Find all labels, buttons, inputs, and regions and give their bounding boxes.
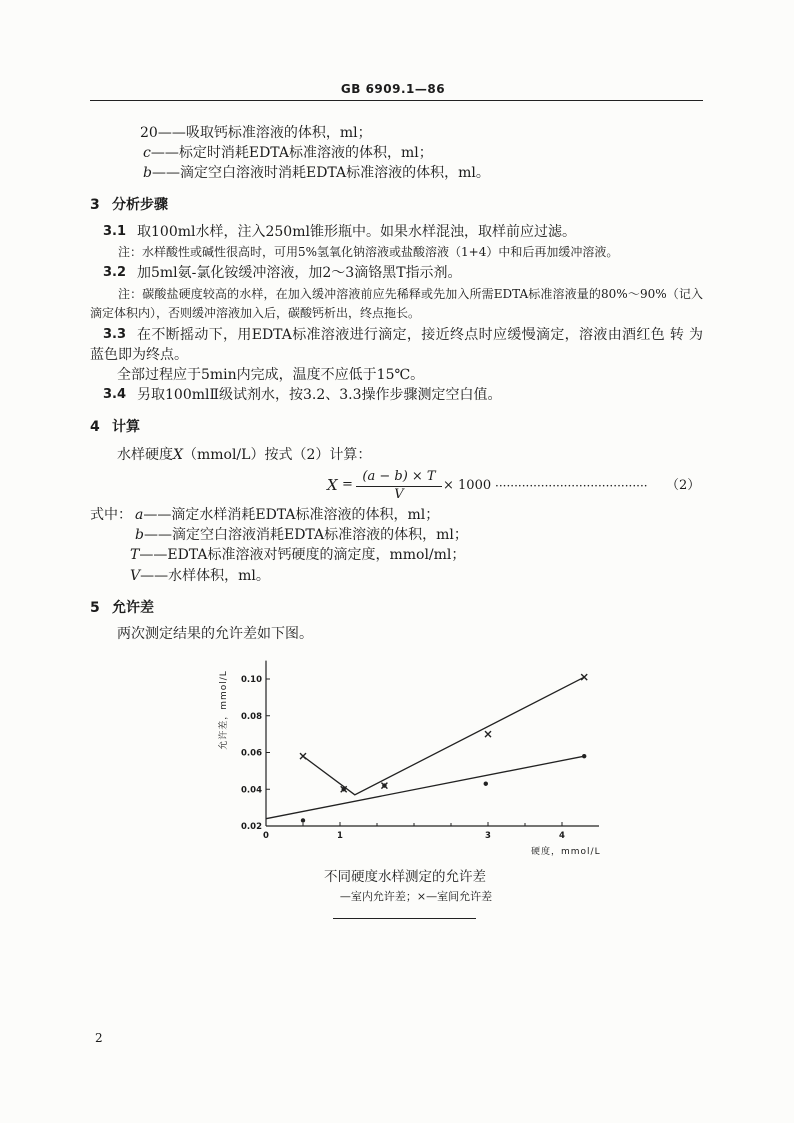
formula-denominator: V bbox=[394, 487, 404, 502]
x-tick-label-3: 3 bbox=[485, 831, 491, 841]
note-3-2-line1: 注：碳酸盐硬度较高的水样，在加入缓冲溶液前应先稀释或先加入所需EDTA标准溶液量的80%～90%（记入 bbox=[118, 287, 703, 301]
intro-prefix: 水样硬度 bbox=[117, 447, 173, 463]
clause-3-4-text: 另取100mlⅡ级试剂水，按3.2、3.3操作步骤测定空白值。 bbox=[137, 387, 502, 403]
y-tick-label-0.04: 0.04 bbox=[241, 785, 262, 796]
y-axis-title: 允许差，mmol/L bbox=[219, 670, 229, 750]
clause-3-3-number: 3.3 bbox=[103, 327, 127, 342]
x-tick-label-1: 1 bbox=[337, 831, 343, 841]
definition-20 bbox=[140, 123, 372, 143]
definition-text: ——滴定水样消耗EDTA标准溶液的体积，ml； bbox=[143, 507, 440, 523]
x-tick-label-0: 0 bbox=[263, 831, 269, 841]
standard-code-header: GB 6909.1—86 bbox=[340, 82, 446, 96]
figure-caption: 不同硬度水样测定的允许差 bbox=[324, 869, 486, 885]
note-3-2-line2: 滴定体积内），否则缓冲溶液加入后，碳酸钙析出，终点拖长。 bbox=[90, 306, 421, 320]
clause-3-3-line2: 蓝色即为终点。 bbox=[90, 347, 188, 363]
section-5-text: 两次测定结果的允许差如下图。 bbox=[117, 626, 313, 642]
calculation-intro bbox=[117, 445, 371, 465]
intro-suffix: （mmol/L）按式（2）计算： bbox=[182, 447, 372, 463]
time-requirement: 全部过程应于5min内完成，温度不应低于15℃。 bbox=[117, 367, 425, 383]
series-1-point bbox=[582, 754, 586, 758]
y-tick-label-0.02: 0.02 bbox=[241, 822, 262, 832]
definition-text: ——水样体积，ml。 bbox=[140, 568, 270, 584]
y-tick-label-0.06: 0.06 bbox=[241, 748, 262, 759]
section-3-title: 分析步骤 bbox=[112, 197, 168, 213]
figure-end-rule bbox=[333, 918, 476, 919]
header-rule bbox=[90, 100, 703, 101]
series-2-point bbox=[581, 674, 587, 680]
definition-text: ——滴定空白溶液时消耗EDTA标准溶液的体积，ml。 bbox=[151, 165, 490, 181]
section-4-title: 计算 bbox=[112, 419, 140, 435]
page-number: 2 bbox=[95, 1031, 103, 1045]
definition-b2 bbox=[135, 525, 468, 545]
definition-text: ——吸取钙标准溶液的体积，ml； bbox=[157, 125, 372, 141]
definition-text: ——标定时消耗EDTA标准溶液的体积，ml； bbox=[150, 145, 433, 161]
clause-3-2-number: 3.2 bbox=[103, 265, 127, 280]
formula-lhs: X bbox=[327, 476, 338, 494]
clause-3-1-text: 取100ml水样，注入250ml锥形瓶中。如果水样混浊，取样前应过滤。 bbox=[137, 224, 576, 240]
definition-symbol: c bbox=[143, 145, 151, 161]
series-1-line bbox=[266, 756, 584, 819]
figure-legend: —室内允许差；×—室间允许差 bbox=[339, 890, 493, 903]
tolerance-chart bbox=[200, 650, 620, 865]
definition-symbol: b bbox=[143, 165, 152, 181]
series-1-point bbox=[301, 818, 305, 822]
definition-symbol: V bbox=[130, 568, 141, 584]
series-1-point bbox=[484, 782, 488, 786]
definition-symbol: b bbox=[135, 527, 144, 543]
formula-number: （2） bbox=[666, 478, 701, 493]
intro-variable: X bbox=[173, 447, 183, 463]
series-2-point bbox=[300, 753, 306, 759]
y-tick-label-0.10: 0.10 bbox=[241, 675, 262, 685]
series-2-point bbox=[485, 731, 491, 737]
clause-3-1-number: 3.1 bbox=[103, 224, 127, 239]
definition-text: ——滴定空白溶液消耗EDTA标准溶液的体积，ml； bbox=[143, 527, 468, 543]
clause-3-2-text: 加5ml氨-氯化铵缓冲溶液，加2～3滴铬黑T指示剂。 bbox=[137, 265, 462, 281]
clause-3-3-line1: 在不断摇动下，用EDTA标准溶液进行滴定，接近终点时应缓慢滴定，溶液由酒红色 转 为 bbox=[137, 327, 703, 343]
formula-leader-dots: ········································ bbox=[495, 479, 648, 493]
definition-symbol: a bbox=[135, 507, 144, 523]
formula-numerator: (a − b) × T bbox=[362, 469, 436, 484]
formula-factor: × 1000 bbox=[443, 478, 492, 493]
definition-text: ——EDTA标准溶液对钙硬度的滴定度，mmol/ml； bbox=[139, 547, 466, 563]
x-axis-title: 硬度，mmol/L bbox=[531, 847, 601, 857]
section-5-number: 5 bbox=[90, 600, 100, 616]
where-label: 式中： bbox=[90, 507, 132, 523]
x-tick-label-4: 4 bbox=[559, 831, 565, 841]
definition-b bbox=[143, 163, 490, 183]
definition-c bbox=[143, 143, 433, 163]
section-4-number: 4 bbox=[90, 419, 100, 435]
section-3-number: 3 bbox=[90, 197, 100, 213]
clause-3-4-number: 3.4 bbox=[103, 387, 127, 402]
definition-v bbox=[130, 566, 270, 586]
definition-a bbox=[135, 505, 439, 525]
note-3-1: 注：水样酸性或碱性很高时，可用5%氢氧化钠溶液或盐酸溶液（1+4）中和后再加缓冲溶液。 bbox=[118, 245, 619, 259]
definition-symbol: 20 bbox=[140, 125, 158, 141]
definition-t bbox=[130, 545, 465, 565]
formula-equals: = bbox=[342, 477, 353, 492]
definition-symbol: T bbox=[130, 547, 140, 563]
y-tick-label-0.08: 0.08 bbox=[241, 711, 262, 722]
section-5-title: 允许差 bbox=[112, 600, 154, 616]
series-2-line bbox=[303, 677, 584, 795]
